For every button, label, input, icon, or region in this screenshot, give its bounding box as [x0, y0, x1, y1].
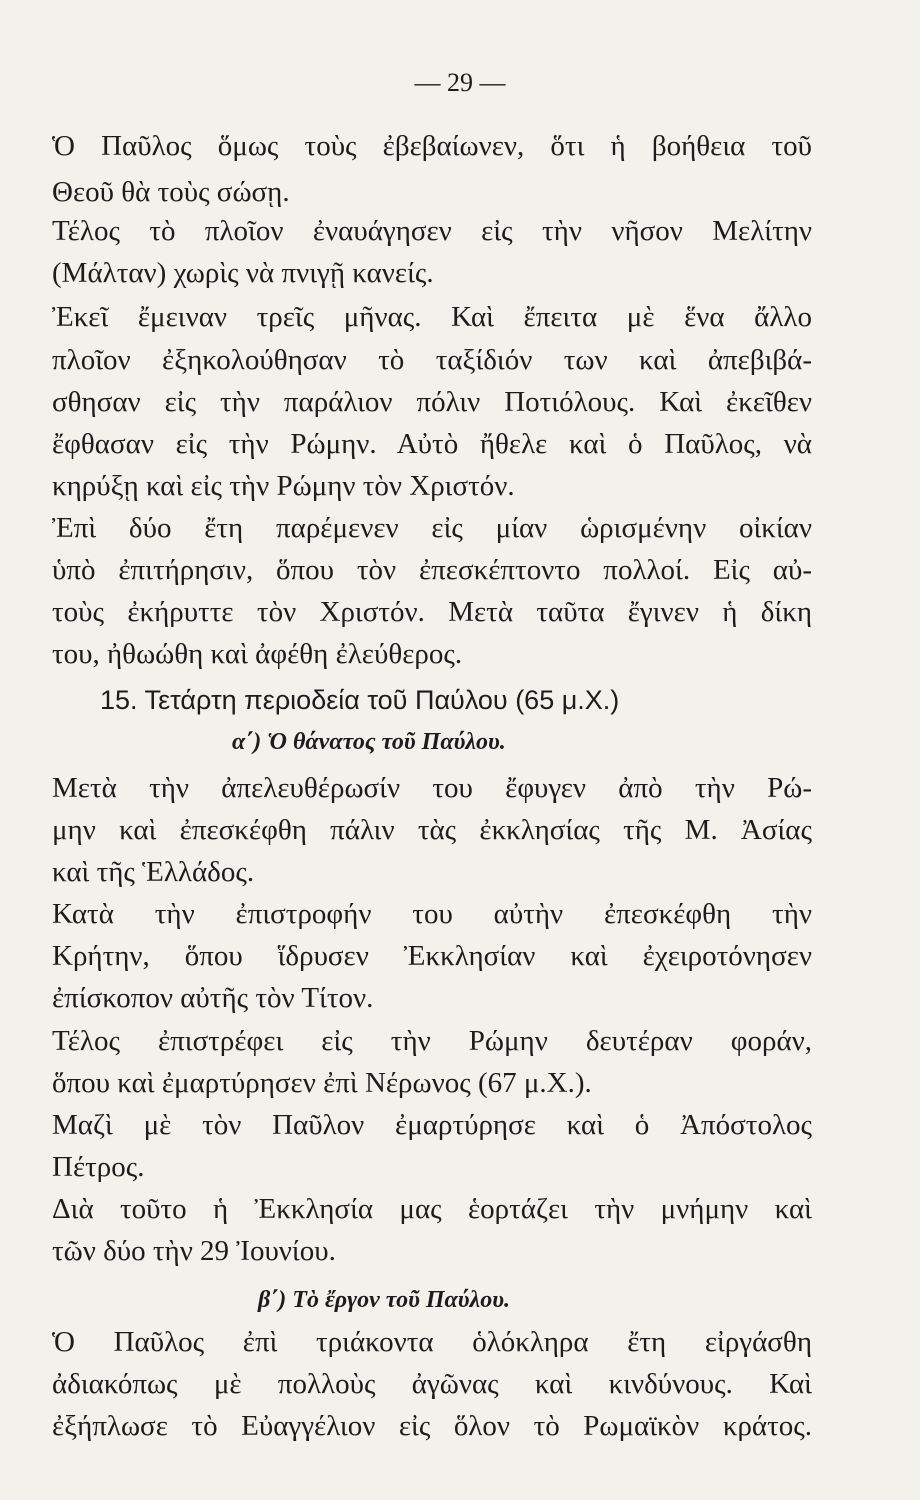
text-line: Μετὰ τὴν ἀπελευθέρωσίν του ἔφυγεν ἀπὸ τὴν Ρώ- [52, 772, 812, 804]
text-line: ἔφθασαν εἰς τὴν Ρώμην. Αὐτὸ ἤθελε καὶ ὁ Παῦλος, νὰ [52, 428, 812, 460]
text-line: τοὺς ἐκήρυττε τὸν Χριστόν. Μετὰ ταῦτα ἔγινεν ἡ δίκη [52, 596, 812, 628]
text-line: μην καὶ ἐπεσκέφθη πάλιν τὰς ἐκκλησίας τῆς Μ. Ἀσίας [52, 814, 812, 846]
text-line: καὶ τῆς Ἑλλάδος. [52, 856, 255, 888]
text-line: ὅπου καὶ ἐμαρτύρησεν ἐπὶ Νέρωνος (67 μ.Χ.). [52, 1067, 592, 1099]
text-line: ἀδιακόπως μὲ πολλοὺς ἀγῶνας καὶ κινδύνους. Καὶ [52, 1368, 812, 1400]
text-line: Κρήτην, ὅπου ἵδρυσεν Ἐκκλησίαν καὶ ἐχειροτόνησεν [52, 940, 812, 972]
text-line: ἐξήπλωσε τὸ Εὐαγγέλιον εἰς ὅλον τὸ Ρωμαϊκὸν κράτος. [52, 1410, 812, 1442]
subheading-work-of-paul: β΄) Τὸ ἔργον τοῦ Παύλου. [258, 1287, 510, 1313]
subheading-death-of-paul: α΄) Ὁ θάνατος τοῦ Παύλου. [232, 729, 506, 755]
text-line: Μαζὶ μὲ τὸν Παῦλον ἐμαρτύρησε καὶ ὁ Ἀπόστολος [52, 1109, 812, 1141]
text-line: Τέλος τὸ πλοῖον ἐναυάγησεν εἰς τὴν νῆσον Μελίτην [52, 215, 812, 247]
text-line: σθησαν εἰς τὴν παράλιον πόλιν Ποτιόλους. Καὶ ἐκεῖθεν [52, 386, 812, 418]
text-line: Ὁ Παῦλος ὅμως τοὺς ἐβεβαίωνεν, ὅτι ἡ βοήθεια τοῦ [52, 130, 812, 162]
text-line: Ἐπὶ δύο ἔτη παρέμενεν εἰς μίαν ὡρισμένην οἰκίαν [52, 512, 812, 544]
text-line: ὑπὸ ἐπιτήρησιν, ὅπου τὸν ἐπεσκέπτοντο πολλοί. Εἰς αὐ- [52, 554, 812, 586]
text-line: Ὁ Παῦλος ἐπὶ τριάκοντα ὁλόκληρα ἔτη εἰργάσθη [52, 1326, 812, 1358]
page-number: — 29 — [414, 68, 506, 97]
text-line: Πέτρος. [52, 1151, 145, 1183]
text-line: Θεοῦ θὰ τοὺς σώσῃ. [52, 176, 290, 208]
text-line: τῶν δύο τὴν 29 Ἰουνίου. [52, 1235, 336, 1267]
text-line: ἐπίσκοπον αὐτῆς τὸν Τίτον. [52, 982, 374, 1014]
text-line: κηρύξῃ καὶ εἰς τὴν Ρώμην τὸν Χριστόν. [52, 470, 515, 502]
text-line: (Μάλταν) χωρὶς νὰ πνιγῇ κανείς. [52, 257, 434, 289]
text-line: Κατὰ τὴν ἐπιστροφήν του αὐτὴν ἐπεσκέφθη τὴν [52, 898, 812, 930]
text-line: Διὰ τοῦτο ἡ Ἐκκλησία μας ἑορτάζει τὴν μνήμην καὶ [52, 1193, 812, 1225]
text-line: Ἐκεῖ ἔμειναν τρεῖς μῆνας. Καὶ ἔπειτα μὲ ἕνα ἄλλο [52, 301, 812, 333]
text-line: πλοῖον ἐξηκολούθησαν τὸ ταξίδιόν των καὶ ἀπεβιβά- [52, 344, 812, 376]
section-heading: 15. Τετάρτη περιοδεία τοῦ Παύλου (65 μ.Χ.) [100, 685, 620, 715]
text-line: Τέλος ἐπιστρέφει εἰς τὴν Ρώμην δευτέραν φοράν, [52, 1025, 812, 1057]
text-line: του, ἠθωώθη καὶ ἀφέθη ἐλεύθερος. [52, 638, 463, 670]
